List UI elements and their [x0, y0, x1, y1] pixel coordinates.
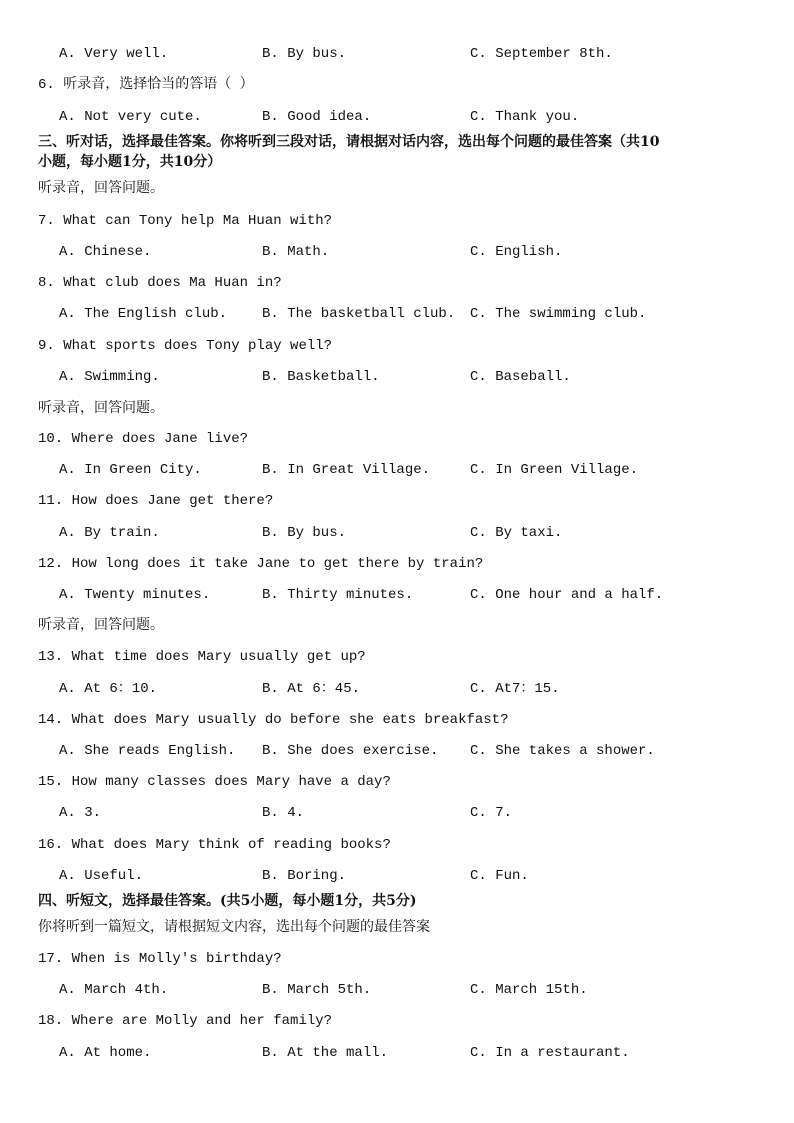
options-row-16: [0, 867, 794, 885]
instruction-passage: 你将听到一篇短文，请根据短文内容，选出每个问题的最佳答案: [38, 919, 430, 935]
section-3-heading-line-1: 三、听对话，选择最佳答案。你将听到三段对话，请根据对话内容，选出每个问题的最佳答案（共10: [38, 134, 660, 150]
option-a: A. Chinese.: [59, 244, 152, 260]
options-row-17: [0, 981, 794, 999]
options-row-6: [0, 108, 794, 126]
option-b: B. Math.: [262, 244, 330, 260]
option-b: B. At the mall.: [262, 1045, 389, 1061]
option-a: A. March 4th.: [59, 982, 169, 998]
option-c: C. Thank you.: [470, 109, 580, 125]
option-a: A. By train.: [59, 525, 160, 541]
options-row-15: [0, 804, 794, 822]
option-b: B. By bus.: [262, 525, 347, 541]
question-13: 13. What time does Mary usually get up?: [38, 649, 366, 665]
options-row-10: [0, 461, 794, 479]
option-c: C. Baseball.: [470, 369, 571, 385]
option-c: C. By taxi.: [470, 525, 563, 541]
option-c: C. The swimming club.: [470, 306, 647, 322]
option-a: A. The English club.: [59, 306, 228, 322]
option-b: B. She does exercise.: [262, 743, 439, 759]
options-row-14: [0, 742, 794, 760]
question-10: 10. Where does Jane live?: [38, 431, 249, 447]
option-b: B. March 5th.: [262, 982, 372, 998]
section-4-heading: 四、听短文，选择最佳答案。(共5小题，每小题1分，共5分): [38, 893, 417, 909]
options-row-8: [0, 305, 794, 323]
question-11: 11. How does Jane get there?: [38, 493, 274, 509]
option-a: A. 3.: [59, 805, 102, 821]
options-row-13: [0, 680, 794, 698]
section-3-heading-line-2: 小题，每小题1分，共10分）: [38, 154, 222, 170]
instruction-listen: 听录音，回答问题。: [38, 400, 164, 416]
option-a: A. Very well.: [59, 46, 169, 62]
option-c: C. 7.: [470, 805, 513, 821]
options-row-9: [0, 368, 794, 386]
option-c: C. March 15th.: [470, 982, 588, 998]
option-b: B. Boring.: [262, 868, 347, 884]
option-b: B. At 6：45.: [262, 681, 361, 697]
question-12: 12. How long does it take Jane to get there by train?: [38, 556, 484, 572]
options-row-7: [0, 243, 794, 261]
option-c: C. Fun.: [470, 868, 529, 884]
options-row-5: [0, 45, 794, 63]
option-c: C. One hour and a half.: [470, 587, 664, 603]
option-a: A. In Green City.: [59, 462, 202, 478]
options-row-11: [0, 524, 794, 542]
instruction-listen: 听录音，回答问题。: [38, 617, 164, 633]
instruction-listen: 听录音，回答问题。: [38, 180, 164, 196]
option-c: C. In a restaurant.: [470, 1045, 630, 1061]
question-6: 6. 听录音，选择恰当的答语（ ）: [38, 77, 254, 93]
question-9: 9. What sports does Tony play well?: [38, 338, 333, 354]
option-a: A. Twenty minutes.: [59, 587, 211, 603]
question-14: 14. What does Mary usually do before she eats breakfast?: [38, 712, 509, 728]
question-18: 18. Where are Molly and her family?: [38, 1013, 333, 1029]
option-a: A. Useful.: [59, 868, 144, 884]
option-a: A. At home.: [59, 1045, 152, 1061]
option-c: C. English.: [470, 244, 563, 260]
question-8: 8. What club does Ma Huan in?: [38, 275, 282, 291]
option-a: A. Not very cute.: [59, 109, 202, 125]
option-b: B. Basketball.: [262, 369, 380, 385]
options-row-18: [0, 1044, 794, 1062]
option-b: B. The basketball club.: [262, 306, 456, 322]
option-b: B. 4.: [262, 805, 305, 821]
question-16: 16. What does Mary think of reading books?: [38, 837, 391, 853]
option-c: C. She takes a shower.: [470, 743, 655, 759]
question-17: 17. When is Molly's birthday?: [38, 951, 282, 967]
question-15: 15. How many classes does Mary have a day?: [38, 774, 391, 790]
option-b: B. Thirty minutes.: [262, 587, 414, 603]
options-row-12: [0, 586, 794, 604]
option-b: B. Good idea.: [262, 109, 372, 125]
option-a: A. She reads English.: [59, 743, 236, 759]
option-b: B. By bus.: [262, 46, 347, 62]
option-a: A. Swimming.: [59, 369, 160, 385]
option-b: B. In Great Village.: [262, 462, 431, 478]
option-c: C. At7：15.: [470, 681, 560, 697]
option-c: C. September 8th.: [470, 46, 613, 62]
question-7: 7. What can Tony help Ma Huan with?: [38, 213, 333, 229]
option-a: A. At 6：10.: [59, 681, 158, 697]
option-c: C. In Green Village.: [470, 462, 639, 478]
